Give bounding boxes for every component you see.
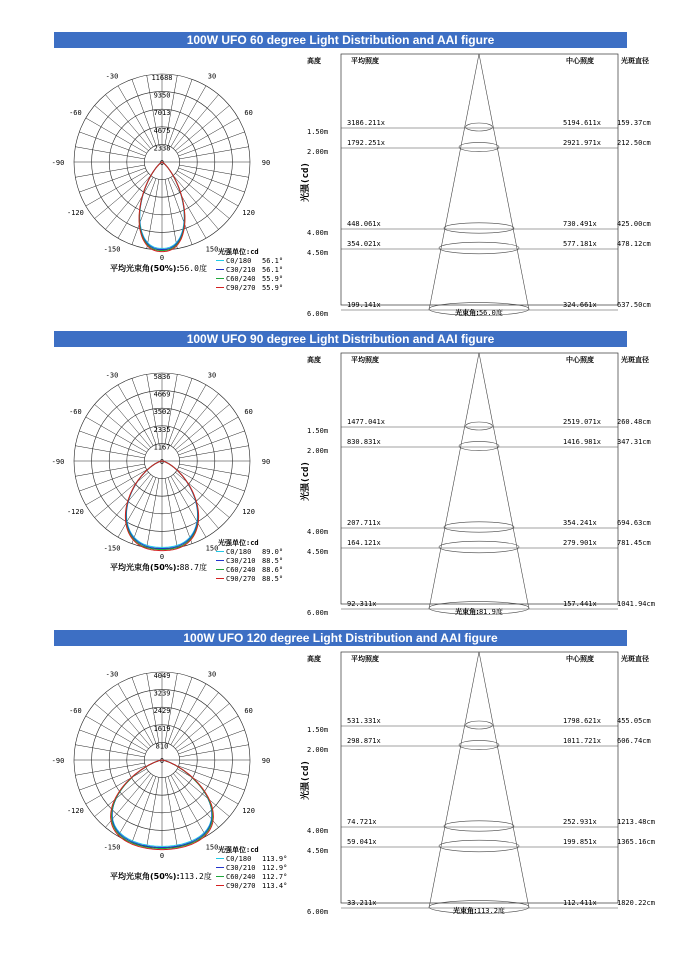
- polar-spoke: [173, 175, 218, 229]
- polar-spoke: [171, 775, 206, 836]
- polar-angle-label: 30: [207, 371, 217, 380]
- polar-distribution-chart: [50, 367, 290, 597]
- section-title-banner: 100W UFO 120 degree Light Distribution and AAI figure: [54, 630, 627, 646]
- row-spot-diameter: 1041.94cm: [617, 600, 655, 608]
- polar-angle-label: -150: [103, 843, 121, 852]
- aai-beam-angle: 光束角:56.0度: [455, 309, 503, 317]
- polar-angle-label: 30: [207, 72, 217, 81]
- legend-series-beam: 55.9°: [262, 284, 284, 292]
- row-center-illuminance: 324.661x: [563, 301, 597, 309]
- polar-spoke: [179, 763, 248, 775]
- polar-bottom-label: 0: [159, 852, 165, 860]
- light-spot-ellipse: [439, 840, 519, 852]
- row-spot-diameter: 159.37cm: [617, 119, 651, 127]
- aai-row: [307, 240, 651, 257]
- polar-spoke: [173, 394, 218, 448]
- polar-spoke: [179, 745, 248, 757]
- polar-ring-label: 4669: [153, 390, 171, 399]
- polar-spoke: [105, 693, 150, 747]
- aai-illuminance-chart: [300, 52, 651, 318]
- polar-spoke: [179, 766, 245, 790]
- polar-spoke: [95, 472, 149, 517]
- polar-spoke: [147, 179, 159, 248]
- polar-spoke: [173, 693, 218, 747]
- polar-spoke: [168, 179, 192, 245]
- row-average-illuminance: 3186.211x: [347, 119, 385, 127]
- row-height: 6.00m: [307, 609, 329, 617]
- aai-frame: [341, 652, 618, 903]
- polar-angle-label: -120: [66, 807, 84, 815]
- light-cone-edge: [429, 652, 479, 908]
- header-height: 高度: [307, 655, 321, 663]
- row-average-illuminance: 354.021x: [347, 240, 381, 248]
- row-center-illuminance: 1416.981x: [563, 438, 601, 446]
- legend-series-name: C60/240: [226, 275, 256, 283]
- polar-angle-label: -150: [103, 544, 121, 553]
- polar-ring-label: 5836: [153, 373, 171, 381]
- legend-series-beam: 112.9°: [262, 864, 288, 872]
- polar-spoke: [79, 431, 145, 455]
- light-spot-ellipse: [459, 441, 499, 450]
- legend-series-name: C90/270: [226, 284, 256, 292]
- polar-spoke: [179, 165, 248, 177]
- light-spot-ellipse: [439, 242, 519, 254]
- polar-spoke: [95, 703, 149, 748]
- polar-spoke: [132, 478, 156, 544]
- polar-spoke: [75, 165, 144, 177]
- row-height: 2.00m: [307, 148, 329, 156]
- light-cone-edge: [479, 652, 529, 908]
- polar-spoke: [86, 171, 147, 206]
- polar-angle-label: -90: [51, 159, 65, 167]
- polar-spoke: [177, 118, 238, 153]
- aai-row: [307, 838, 655, 855]
- polar-angle-label: -90: [51, 757, 65, 765]
- aai-illuminance-chart: [300, 351, 655, 617]
- polar-spoke: [79, 730, 145, 754]
- legend-series-beam: 112.7°: [262, 873, 288, 881]
- row-average-illuminance: 448.061x: [347, 220, 381, 228]
- header-average-illuminance: 平均照度: [351, 57, 379, 65]
- polar-angle-label: 90: [261, 159, 271, 167]
- polar-angle-label: -150: [103, 245, 121, 254]
- row-spot-diameter: 637.50cm: [617, 301, 651, 309]
- section-title-banner: 100W UFO 60 degree Light Distribution and AAI figure: [54, 32, 627, 48]
- row-center-illuminance: 354.241x: [563, 519, 597, 527]
- row-center-illuminance: 730.491x: [563, 220, 597, 228]
- polar-angle-label: 150: [205, 843, 219, 852]
- light-spot-ellipse: [459, 142, 499, 151]
- polar-spoke: [86, 470, 147, 505]
- polar-spoke: [175, 472, 229, 517]
- row-height: 6.00m: [307, 310, 329, 318]
- row-spot-diameter: 606.74cm: [617, 737, 651, 745]
- polar-ring-label: 4049: [153, 672, 171, 680]
- row-height: 2.00m: [307, 746, 329, 754]
- polar-ring-label: 2335: [153, 425, 171, 434]
- polar-angle-label: 150: [205, 544, 219, 553]
- polar-spoke: [132, 777, 156, 843]
- legend-series-name: C60/240: [226, 873, 256, 881]
- light-cone-edge: [479, 353, 529, 609]
- row-center-illuminance: 1011.721x: [563, 737, 601, 745]
- polar-ring-label: 9350: [153, 91, 171, 100]
- polar-spoke: [79, 467, 145, 491]
- polar-spoke: [79, 766, 145, 790]
- polar-angle-label: -120: [66, 209, 84, 217]
- legend-series-name: C30/210: [226, 864, 256, 872]
- legend-unit: 光强单位:cd: [218, 846, 259, 854]
- polar-spoke: [95, 771, 149, 816]
- polar-spoke: [95, 404, 149, 449]
- polar-spoke: [147, 478, 159, 547]
- polar-center-label: 0: [159, 458, 165, 466]
- polar-spoke: [118, 385, 153, 446]
- polar-ring-label: 810: [155, 742, 169, 751]
- polar-spoke: [95, 105, 149, 150]
- legend-unit: 光强单位:cd: [218, 248, 259, 256]
- polar-ring-label: 2429: [153, 707, 171, 716]
- average-beam-angle: 平均光束角(50%):88.7度: [110, 563, 207, 572]
- polar-spoke: [86, 716, 147, 751]
- polar-spoke: [75, 745, 144, 757]
- polar-spoke: [165, 777, 177, 846]
- row-average-illuminance: 164.121x: [347, 539, 381, 547]
- row-spot-diameter: 1365.16cm: [617, 838, 655, 846]
- legend-series-name: C0/180: [226, 855, 252, 863]
- row-spot-diameter: 781.45cm: [617, 539, 651, 547]
- polar-spoke: [171, 86, 206, 147]
- polar-spoke: [86, 417, 147, 452]
- row-average-illuminance: 298.871x: [347, 737, 381, 745]
- polar-spoke: [132, 677, 156, 743]
- polar-spoke: [179, 431, 245, 455]
- light-cone-edge: [429, 353, 479, 609]
- row-average-illuminance: 1477.041x: [347, 418, 385, 426]
- average-beam-angle: 平均光束角(50%):56.0度: [110, 264, 207, 273]
- row-spot-diameter: 1213.48cm: [617, 818, 655, 826]
- polar-angle-label: 150: [205, 245, 219, 254]
- legend-series-beam: 89.0°: [262, 548, 284, 556]
- section-title-banner: 100W UFO 90 degree Light Distribution and AAI figure: [54, 331, 627, 347]
- polar-spoke: [132, 179, 156, 245]
- row-height: 6.00m: [307, 908, 329, 916]
- row-center-illuminance: 1798.621x: [563, 717, 601, 725]
- row-spot-diameter: 1820.22cm: [617, 899, 655, 907]
- row-center-illuminance: 157.441x: [563, 600, 597, 608]
- polar-spoke: [118, 177, 153, 238]
- polar-spoke: [179, 446, 248, 458]
- aai-row: [307, 139, 651, 156]
- row-center-illuminance: 577.181x: [563, 240, 597, 248]
- row-center-illuminance: 199.851x: [563, 838, 597, 846]
- intensity-axis-label: 光强(cd): [301, 162, 311, 202]
- polar-spoke: [171, 684, 206, 745]
- row-height: 1.50m: [307, 128, 329, 136]
- polar-bottom-label: 0: [159, 254, 165, 262]
- polar-spoke: [168, 777, 192, 843]
- row-average-illuminance: 531.331x: [347, 717, 381, 725]
- polar-spoke: [168, 478, 192, 544]
- polar-ring-label: 2338: [153, 144, 171, 153]
- row-average-illuminance: 33.211x: [347, 899, 377, 907]
- aai-frame: [341, 54, 618, 305]
- legend-series-name: C60/240: [226, 566, 256, 574]
- row-center-illuminance: 252.931x: [563, 818, 597, 826]
- polar-spoke: [179, 168, 245, 192]
- header-height: 高度: [307, 356, 321, 364]
- legend-series-name: C90/270: [226, 882, 256, 890]
- polar-spoke: [118, 684, 153, 745]
- polar-spoke: [171, 385, 206, 446]
- polar-ring-label: 7013: [153, 109, 171, 118]
- polar-spoke: [179, 132, 245, 156]
- row-spot-diameter: 425.00cm: [617, 220, 651, 228]
- polar-spoke: [168, 677, 192, 743]
- polar-spoke: [175, 771, 229, 816]
- light-spot-ellipse: [439, 541, 519, 553]
- polar-angle-label: -60: [69, 408, 82, 416]
- polar-angle-label: 60: [244, 408, 253, 416]
- row-average-illuminance: 830.831x: [347, 438, 381, 446]
- aai-beam-angle: 光束角:81.9度: [455, 608, 503, 616]
- polar-spoke: [168, 79, 192, 145]
- row-average-illuminance: 92.311x: [347, 600, 377, 608]
- row-average-illuminance: 199.141x: [347, 301, 381, 309]
- header-height: 高度: [307, 57, 321, 65]
- header-center-illuminance: 中心照度: [566, 655, 594, 663]
- polar-center-label: 0: [159, 757, 165, 765]
- polar-spoke: [168, 378, 192, 444]
- row-average-illuminance: 74.721x: [347, 818, 377, 826]
- polar-spoke: [175, 105, 229, 150]
- polar-spoke: [177, 417, 238, 452]
- polar-spoke: [105, 95, 150, 149]
- polar-angle-label: -30: [105, 670, 119, 679]
- polar-angle-label: 90: [261, 458, 271, 466]
- polar-spoke: [75, 147, 144, 159]
- row-height: 4.00m: [307, 528, 329, 536]
- aai-row: [307, 737, 651, 754]
- polar-spoke: [175, 703, 229, 748]
- row-spot-diameter: 347.31cm: [617, 438, 651, 446]
- row-height: 4.00m: [307, 827, 329, 835]
- polar-spoke: [179, 730, 245, 754]
- aai-row: [307, 539, 651, 556]
- row-height: 4.50m: [307, 548, 329, 556]
- polar-spoke: [179, 147, 248, 159]
- row-average-illuminance: 207.711x: [347, 519, 381, 527]
- legend-unit: 光强单位:cd: [218, 539, 259, 547]
- header-spot-diameter: 光斑直径: [621, 655, 649, 663]
- aai-row: [307, 818, 655, 835]
- polar-angle-label: 120: [242, 209, 255, 217]
- light-spot-ellipse: [466, 422, 493, 430]
- polar-angle-label: -60: [69, 109, 82, 117]
- polar-spoke: [132, 79, 156, 145]
- polar-spoke: [175, 404, 229, 449]
- polar-spoke: [105, 175, 150, 229]
- aai-row: [307, 220, 651, 237]
- polar-spoke: [75, 763, 144, 775]
- polar-spoke: [86, 118, 147, 153]
- row-spot-diameter: 212.50cm: [617, 139, 651, 147]
- light-spot-ellipse: [466, 721, 493, 729]
- legend-series-beam: 56.1°: [262, 266, 284, 274]
- row-height: 4.00m: [307, 229, 329, 237]
- polar-angle-label: 120: [242, 807, 255, 815]
- row-average-illuminance: 1792.251x: [347, 139, 385, 147]
- row-center-illuminance: 112.411x: [563, 899, 597, 907]
- light-spot-ellipse: [459, 740, 499, 749]
- row-spot-diameter: 455.05cm: [617, 717, 651, 725]
- polar-angle-label: 30: [207, 670, 217, 679]
- polar-spoke: [179, 467, 245, 491]
- polar-angle-label: 60: [244, 707, 253, 715]
- polar-spoke: [173, 95, 218, 149]
- row-height: 1.50m: [307, 726, 329, 734]
- aai-frame: [341, 353, 618, 604]
- header-average-illuminance: 平均照度: [351, 356, 379, 364]
- header-spot-diameter: 光斑直径: [621, 57, 649, 65]
- legend-series-beam: 113.9°: [262, 855, 288, 863]
- aai-beam-angle: 光束角:113.2度: [453, 907, 505, 915]
- polar-spoke: [132, 378, 156, 444]
- polar-spoke: [177, 470, 238, 505]
- row-center-illuminance: 5194.611x: [563, 119, 601, 127]
- polar-spoke: [79, 132, 145, 156]
- polar-angle-label: 90: [261, 757, 271, 765]
- row-center-illuminance: 2519.071x: [563, 418, 601, 426]
- legend-series-name: C30/210: [226, 557, 256, 565]
- header-center-illuminance: 中心照度: [566, 356, 594, 364]
- legend-series-beam: 88.5°: [262, 575, 284, 583]
- legend-series-beam: 56.1°: [262, 257, 284, 265]
- intensity-axis-label: 光强(cd): [301, 461, 311, 501]
- legend-series-name: C0/180: [226, 548, 252, 556]
- row-spot-diameter: 478.12cm: [617, 240, 651, 248]
- row-center-illuminance: 279.901x: [563, 539, 597, 547]
- light-spot-ellipse: [444, 821, 514, 831]
- row-average-illuminance: 59.041x: [347, 838, 377, 846]
- row-spot-diameter: 260.48cm: [617, 418, 651, 426]
- legend-series-beam: 88.5°: [262, 557, 284, 565]
- polar-spoke: [165, 179, 177, 248]
- polar-ring-label: 4675: [153, 126, 171, 135]
- aai-row: [307, 418, 651, 435]
- polar-center-label: 0: [159, 159, 165, 167]
- polar-spoke: [118, 86, 153, 147]
- header-spot-diameter: 光斑直径: [621, 356, 649, 364]
- polar-spoke: [177, 716, 238, 751]
- aai-illuminance-chart: [300, 650, 655, 916]
- row-height: 4.50m: [307, 249, 329, 257]
- row-height: 2.00m: [307, 447, 329, 455]
- polar-angle-label: -60: [69, 707, 82, 715]
- legend-series-name: C90/270: [226, 575, 256, 583]
- row-height: 1.50m: [307, 427, 329, 435]
- polar-angle-label: -90: [51, 458, 65, 466]
- aai-row: [307, 119, 651, 136]
- aai-row: [307, 717, 651, 734]
- polar-ring-label: 1167: [153, 443, 171, 452]
- average-beam-angle: 平均光束角(50%):113.2度: [110, 872, 212, 881]
- intensity-axis-label: 光强(cd): [301, 760, 311, 800]
- polar-ring-label: 3239: [153, 689, 171, 698]
- row-center-illuminance: 2921.971x: [563, 139, 601, 147]
- polar-spoke: [105, 394, 150, 448]
- legend-series-name: C0/180: [226, 257, 252, 265]
- legend-series-beam: 113.4°: [262, 882, 288, 890]
- light-spot-ellipse: [444, 223, 514, 233]
- row-spot-diameter: 694.63cm: [617, 519, 651, 527]
- polar-angle-label: 60: [244, 109, 253, 117]
- legend-series-name: C30/210: [226, 266, 256, 274]
- polar-bottom-label: 0: [159, 553, 165, 561]
- polar-spoke: [75, 464, 144, 476]
- polar-ring-label: 1619: [153, 724, 171, 733]
- light-spot-ellipse: [444, 522, 514, 532]
- light-spot-ellipse: [466, 123, 493, 131]
- header-average-illuminance: 平均照度: [351, 655, 379, 663]
- polar-distribution-chart: [50, 68, 290, 298]
- polar-spoke: [165, 478, 177, 547]
- aai-row: [307, 438, 651, 455]
- light-cone-edge: [429, 54, 479, 310]
- aai-row: [307, 519, 651, 536]
- polar-ring-label: 11688: [151, 74, 173, 82]
- polar-angle-label: 120: [242, 508, 255, 516]
- legend-series-beam: 55.9°: [262, 275, 284, 283]
- polar-spoke: [177, 171, 238, 206]
- polar-ring-label: 3502: [153, 408, 171, 417]
- legend-series-beam: 88.6°: [262, 566, 284, 574]
- light-cone-edge: [479, 54, 529, 310]
- header-center-illuminance: 中心照度: [566, 57, 594, 65]
- polar-spoke: [75, 446, 144, 458]
- polar-angle-label: -30: [105, 371, 119, 380]
- polar-angle-label: -30: [105, 72, 119, 81]
- row-height: 4.50m: [307, 847, 329, 855]
- polar-spoke: [171, 177, 206, 238]
- polar-spoke: [118, 775, 153, 836]
- polar-spoke: [179, 464, 248, 476]
- polar-distribution-chart: [50, 666, 290, 896]
- polar-spoke: [79, 168, 145, 192]
- polar-angle-label: -120: [66, 508, 84, 516]
- polar-spoke: [147, 777, 159, 846]
